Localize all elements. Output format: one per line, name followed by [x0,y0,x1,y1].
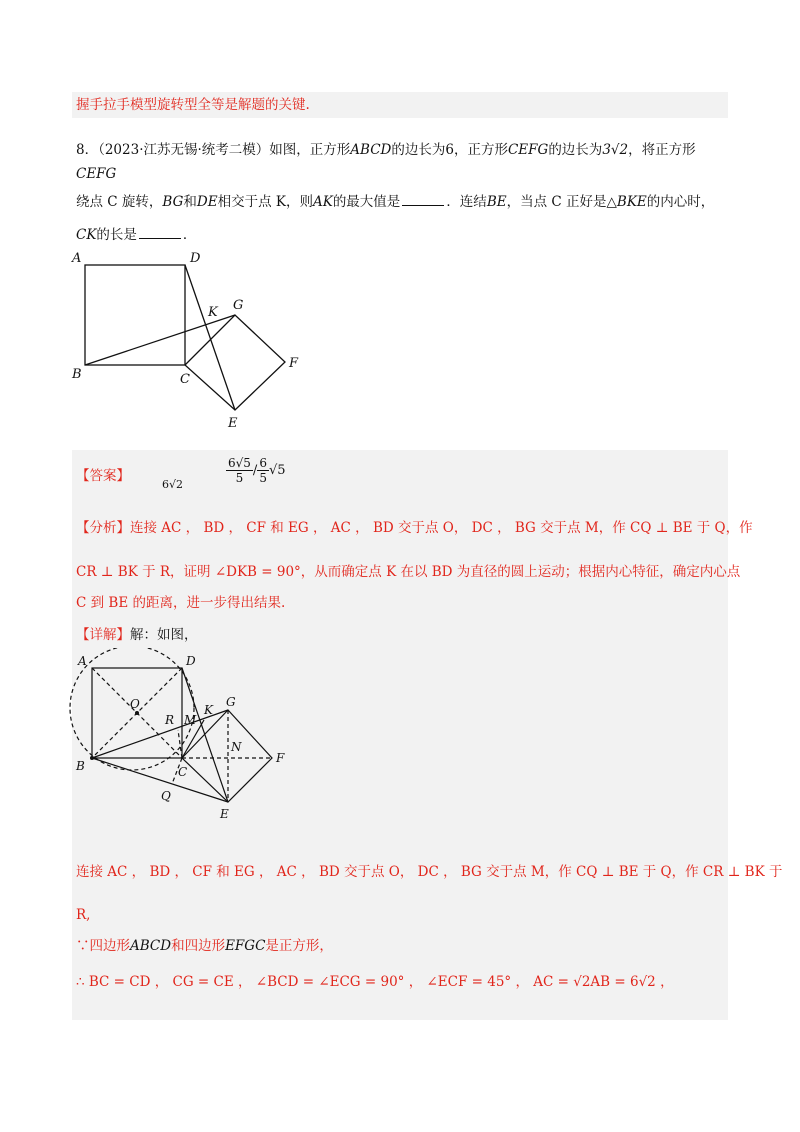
analysis-line-2: CR ⊥ BK 于 R，证明 ∠DKB = 90°，从而确定点 K 在以 BD 为直径的圆上运动；根据内心特征，确定内心点 [76,564,741,580]
label-f: F [289,356,299,371]
detail-label: 【详解】 [76,627,130,643]
frac-1-den: 5 [235,471,244,485]
analysis-line-3: C 到 BE 的距离，进一步得出结果. [76,595,286,611]
square-abcd [85,265,185,365]
label-c: C [178,765,188,779]
math-ck: CK [76,227,97,243]
math-abcd: ABCD [350,142,392,158]
math-de: DE [196,194,218,210]
label-a: A [72,251,82,266]
problem-text: ，将正方形 [628,142,696,158]
problem-text: ．连结 [446,194,487,210]
answer-tail: √5 [268,463,286,478]
math-bg: BG [162,194,184,210]
detail-line-4: ∴ BC = CD ， CG = CE ， ∠BCD = ∠ECG = 90° ， ∠ECF = 45° ， AC = √2AB = 6√2 ， [76,974,674,990]
problem-text: 的边长为 [548,142,603,158]
problem-text: ． [182,227,197,243]
math-side: 3√2 [602,142,629,158]
problem-number: 8． [76,142,99,158]
problem-text: 绕点 C 旋转， [76,194,163,210]
frac-2-num: 6 [259,456,267,470]
problem-line-2: CEFG [76,166,117,182]
label-n: N [231,740,242,754]
math-efgc: EFGC [225,938,266,954]
label-d: D [190,251,201,266]
label-b: B [72,367,82,382]
problem-text: 相交于点 K，则 [217,194,313,210]
label-g: G [226,695,236,709]
detail-text: ∵四边形 [76,938,130,954]
problem-text: 和 [183,194,197,210]
frac-2-den: 5 [259,471,267,485]
label-d: D [186,654,196,668]
label-e: E [228,416,238,431]
label-b: B [76,759,85,773]
figure-1 [60,245,320,435]
label-a: A [78,654,87,668]
problem-source: （2023·江苏无锡·统考二模） [98,142,270,158]
analysis-text-1: 连接 AC ， BD ， CF 和 EG ， AC ， BD 交于点 O， DC ， BG 交于点 M，作 CQ ⊥ BE 于 Q，作 [130,520,753,536]
problem-line-1 [76,140,696,160]
answer-blank-2 [139,238,181,239]
frac-1-num: 6√5 [228,456,251,470]
top-note: 握手拉手模型旋转型全等是解题的关键. [76,97,310,113]
label-k: K [208,305,218,320]
problem-text: 的长是 [96,227,137,243]
math-abcd: ABCD [130,938,172,954]
analysis-label: 【分析】 [76,520,130,536]
label-g: G [233,298,244,313]
label-r: R [165,713,175,727]
detail-heading [76,625,198,645]
segment-bg [85,315,235,365]
detail-line-2: R, [76,907,91,923]
analysis-line-1 [76,518,753,538]
answer-label: 【答案】 [76,468,130,484]
problem-text: 的边长为6，正方形 [391,142,508,158]
detail-line-3 [76,936,333,956]
label-c: C [180,372,190,387]
segment-de [182,668,228,802]
problem-text: 如图，正方形 [269,142,351,158]
problem-line-3 [76,192,714,212]
problem-line-4 [76,225,196,245]
math-ak: AK [312,194,333,210]
point-o [135,711,139,715]
answer-line [76,466,130,486]
problem-text: 的内心时， [646,194,715,210]
math-cefg: CEFG [507,142,549,158]
label-m: M [184,713,197,727]
detail-text: 和四边形 [171,938,226,954]
segment-bg [92,710,228,758]
answer-sep: / [252,463,258,478]
square-cefg [185,315,285,410]
detail-intro: 解：如图， [130,627,198,643]
detail-text: 是正方形， [265,938,333,954]
label-f: F [276,751,285,765]
label-e: E [220,807,229,821]
frac-2 [257,456,269,485]
frac-1 [226,456,253,485]
figure-2 [68,648,308,828]
segment-be [92,758,228,802]
problem-text: 的最大值是 [332,194,401,210]
label-q: Q [161,789,171,803]
detail-line-1: 连接 AC ， BD ， CF 和 EG ， AC ， BD 交于点 O， DC ， BG 交于点 M，作 CQ ⊥ BE 于 Q，作 CR ⊥ BK 于 [76,864,783,880]
math-be: BE [486,194,507,210]
answer-blank-1 [402,205,444,206]
answer-value-2 [226,456,286,485]
answer-value-1: 6√2 [162,478,184,491]
label-o: O [130,697,140,711]
point-b [90,756,94,760]
problem-text: ，当点 C 正好是 [506,194,607,210]
math-triangle: △BKE [606,194,647,210]
label-k: K [204,703,213,717]
